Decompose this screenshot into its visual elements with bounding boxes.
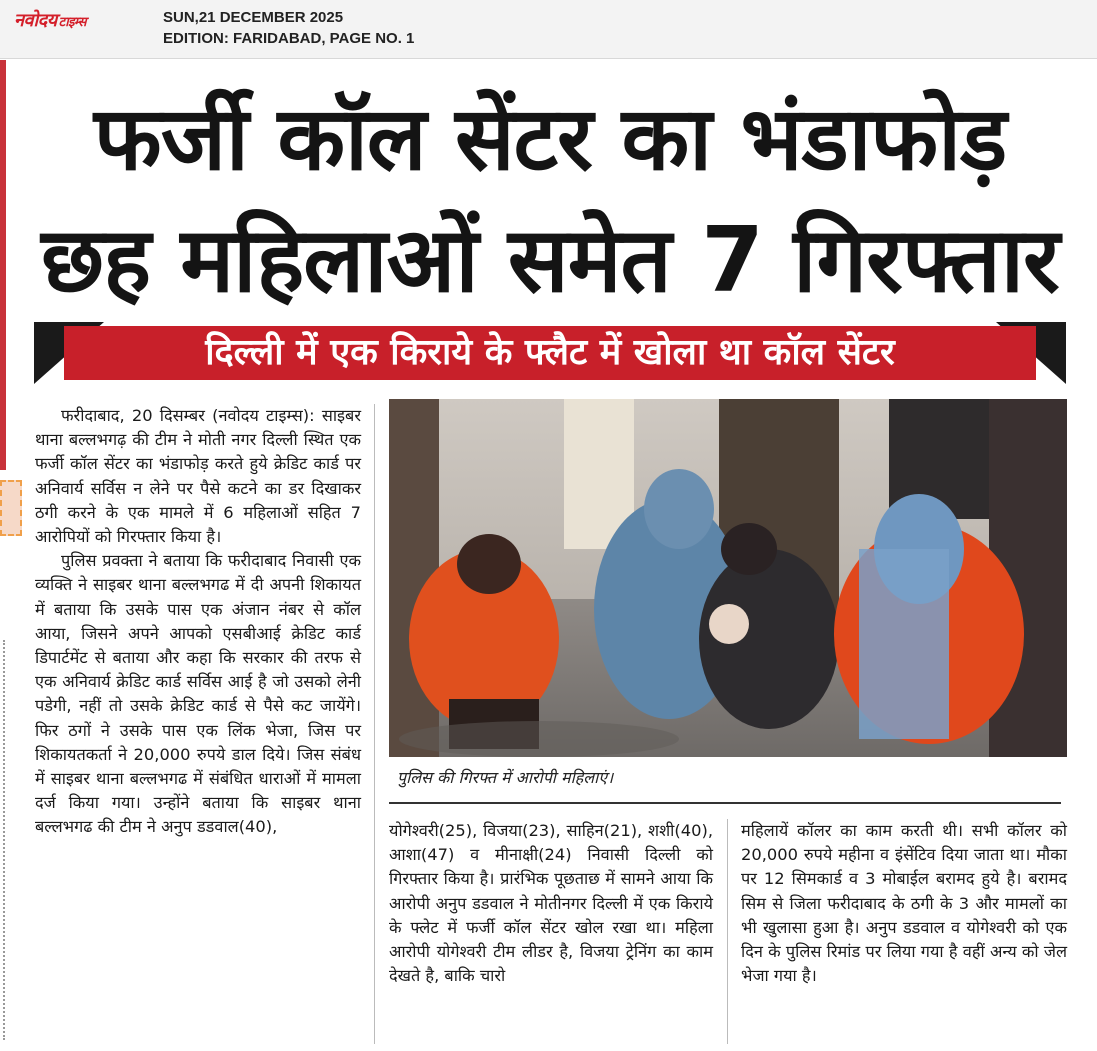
adjacent-article-clip <box>1082 86 1097 1051</box>
edition-page-info: EDITION: FARIDABAD, PAGE NO. 1 <box>163 30 415 47</box>
article-paragraph: महिलायें कॉलर का काम करती थी। सभी कॉलर को 20,000 रुपये महीना व इंसेंटिव दिया जाता था। मौका पर 12 सिमकार्ड व 3 मोबाईल बरामद हुये है। बरामद सिम से जिला फरीदाबाद के ठगी के 3 और मामलों का भी खुलासा हुआ है। अनुप डडवाल व योगेश्वरी को एक दिन के पुलिस रिमांड पर लिया गया है वहीं अन्य को जेल भेजा गया है। <box>741 821 1067 986</box>
adjacent-ad-edge <box>0 480 22 536</box>
edition-date: SUN,21 DECEMBER 2025 <box>163 9 344 26</box>
article-paragraph: योगेश्वरी(25), विजया(23), साहिन(21), शशी(40), आशा(47) व मीनाक्षी(24) निवासी दिल्ली को गिरफ्तार किया है। प्रारंभिक पूछताछ में सामने आया कि आरोपी अनुप डडवाल ने मोतीनगर दिल्ली में एक किराये के फ्लेट में फर्जी कॉल सेंटर खोल रखा था। महिला आरोपी योगेश्वरी टीम लीडर है, विजया ट्रेनिंग का काम देखते है, बाकि चारो <box>389 821 713 986</box>
headline-line-2: छह महिलाओं समेत 7 गिरफ्तार <box>41 208 1059 313</box>
article-paragraph: पुलिस प्रवक्ता ने बताया कि फरीदाबाद निवासी एक व्यक्ति ने साइबर थाना बल्लभगढ में दी अपनी शिकायत में बताया कि उसके पास एक अंजान नंबर से कॉल आया, जिसने अपने आपको एसबीआई क्रेडिट कार्ड डिपार्टमेंट से बताया और कहा कि सरकार की तरफ से एक अनिवार्य क्रेडिट कार्ड सर्विस आई है जो उसको लेनी पडेगी, नहीं तो उसके क्रेडिट कार्ड से पैसे कट जायेंगे। फिर ठगों ने उसके पास एक लिंक भेजा, जिस पर शिकायतकर्ता ने 20,000 रुपये डाल दिये। जिस संबंध में साइबर थाना बल्लभगढ में संबंधित धाराओं में मामला दर्ज किया गया। उन्होंने बताया कि साइबर थाना बल्लभगढ की टीम ने अनुप डडवाल(40), <box>35 551 361 837</box>
article-column-2 <box>389 819 713 988</box>
adjacent-article-edge <box>0 60 6 470</box>
subheadline: दिल्ली में एक किराये के फ्लैट में खोला था कॉल सेंटर <box>205 332 895 373</box>
newspaper-logo[interactable] <box>14 8 86 32</box>
caption-rule <box>389 802 1061 804</box>
headline-line-1: फर्जी कॉल सेंटर का भंडाफोड़ <box>93 87 1007 190</box>
adjacent-column-edge <box>3 640 7 1040</box>
article-column-1 <box>35 404 361 840</box>
subheadline-banner <box>34 322 1066 384</box>
column-divider <box>374 404 375 1044</box>
article-paragraph: फरीदाबाद, 20 दिसम्बर (नवोदय टाइम्स): साइबर थाना बल्लभगढ़ की टीम ने मोती नगर दिल्ली स्थित एक फर्जी कॉल सेंटर का भंडाफोड़ करते हुये क्रेडिट कार्ड पर अनिवार्य सर्विस न लेने पर पैसे कटने का डर दिखाकर ठगी करने के एक मामले में 6 महिलाओं सहित 7 आरोपियों को गिरफ्तार किया है। <box>35 406 361 547</box>
logo-subtext: टाइम्स <box>58 15 86 30</box>
logo-text: नवोदय <box>14 10 57 31</box>
masthead-bar <box>0 0 1097 59</box>
arrested-women-photo-image <box>389 399 1067 757</box>
article-column-3 <box>741 819 1067 988</box>
news-photo[interactable] <box>389 399 1067 757</box>
column-divider <box>727 819 728 1044</box>
photo-caption: पुलिस की गिरफ्त में आरोपी महिलाएं। <box>397 768 614 787</box>
